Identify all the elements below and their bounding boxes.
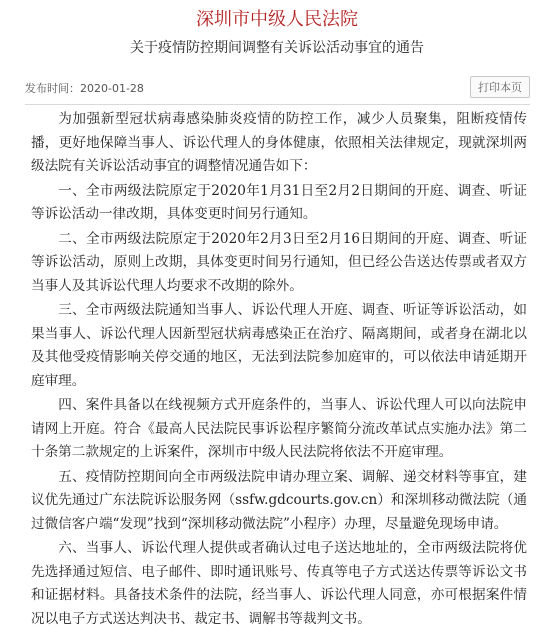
intro-paragraph: 为加强新型冠状病毒感染肺炎疫情的防控工作，减少人员聚集，阻断疫情传播，更好地保障当事人、诉讼代理人的身体健康，依照相关法律规定，现就深圳两级法院有关诉讼活动事宜的调整情况通告如下： <box>31 111 527 174</box>
meta-bar <box>25 74 530 105</box>
clause-2: 二、全市两级法院原定于2020年2月3日至2月16日期间的开庭、调查、听证等诉讼活动，原则上改期，具体变更时间另行通知，但已经公告送达传票或者双方当事人及其诉讼代理人均要求不改期的除外。 <box>31 230 527 294</box>
print-page-button[interactable]: 打印本页 <box>470 76 530 98</box>
court-name: 深圳市中级人民法院 <box>196 9 358 30</box>
clause-5: 五、疫情防控期间向全市两级法院申请办理立案、调解、递交材料等事宜，建议优先通过广东法院诉讼服务网（ssfw.gdcourts.gov.cn）和深圳移动微法院（通过微信客户端“发现”找到“深圳移动微法院”小程序）办理，尽量避免现场申请。 <box>31 468 527 532</box>
notice-body <box>31 108 527 632</box>
clause-6: 六、当事人、诉讼代理人提供或者确认过电子送达地址的，全市两级法院将优先选择通过短信、电子邮件、即时通讯账号、传真等电子方式送达传票等诉讼文书和证据材料。具备技术条件的法院，经当事人、诉讼代理人同意，亦可根据案件情况以电子方式送达判决书、裁定书、调解书等裁判文书。 <box>31 540 527 627</box>
notice-title: 关于疫情防控期间调整有关诉讼活动事宜的通告 <box>130 40 424 56</box>
publish-date: 发布时间：2020-01-28 <box>25 82 144 95</box>
clause-4: 四、案件具备以在线视频方式开庭条件的，当事人、诉讼代理人可以向法院申请网上开庭。符合《最高人民法院民事诉讼程序繁简分流改革试点实施办法》第二十条第二款规定的上诉案件，深圳市中级人民法院将依法不开庭审理。 <box>31 397 527 460</box>
clause-1: 一、全市两级法院原定于2020年1月31日至2月2日期间的开庭、调查、听证等诉讼活动一律改期，具体变更时间另行通知。 <box>31 182 527 222</box>
notice-header <box>0 8 554 58</box>
clause-3: 三、全市两级法院通知当事人、诉讼代理人开庭、调查、听证等诉讼活动，如果当事人、诉讼代理人因新型冠状病毒感染正在治疗、隔离期间，或者身在湖北以及其他受疫情影响关停交通的地区，无法到法院参加庭审的，可以依法申请延期开庭审理。 <box>31 302 527 389</box>
